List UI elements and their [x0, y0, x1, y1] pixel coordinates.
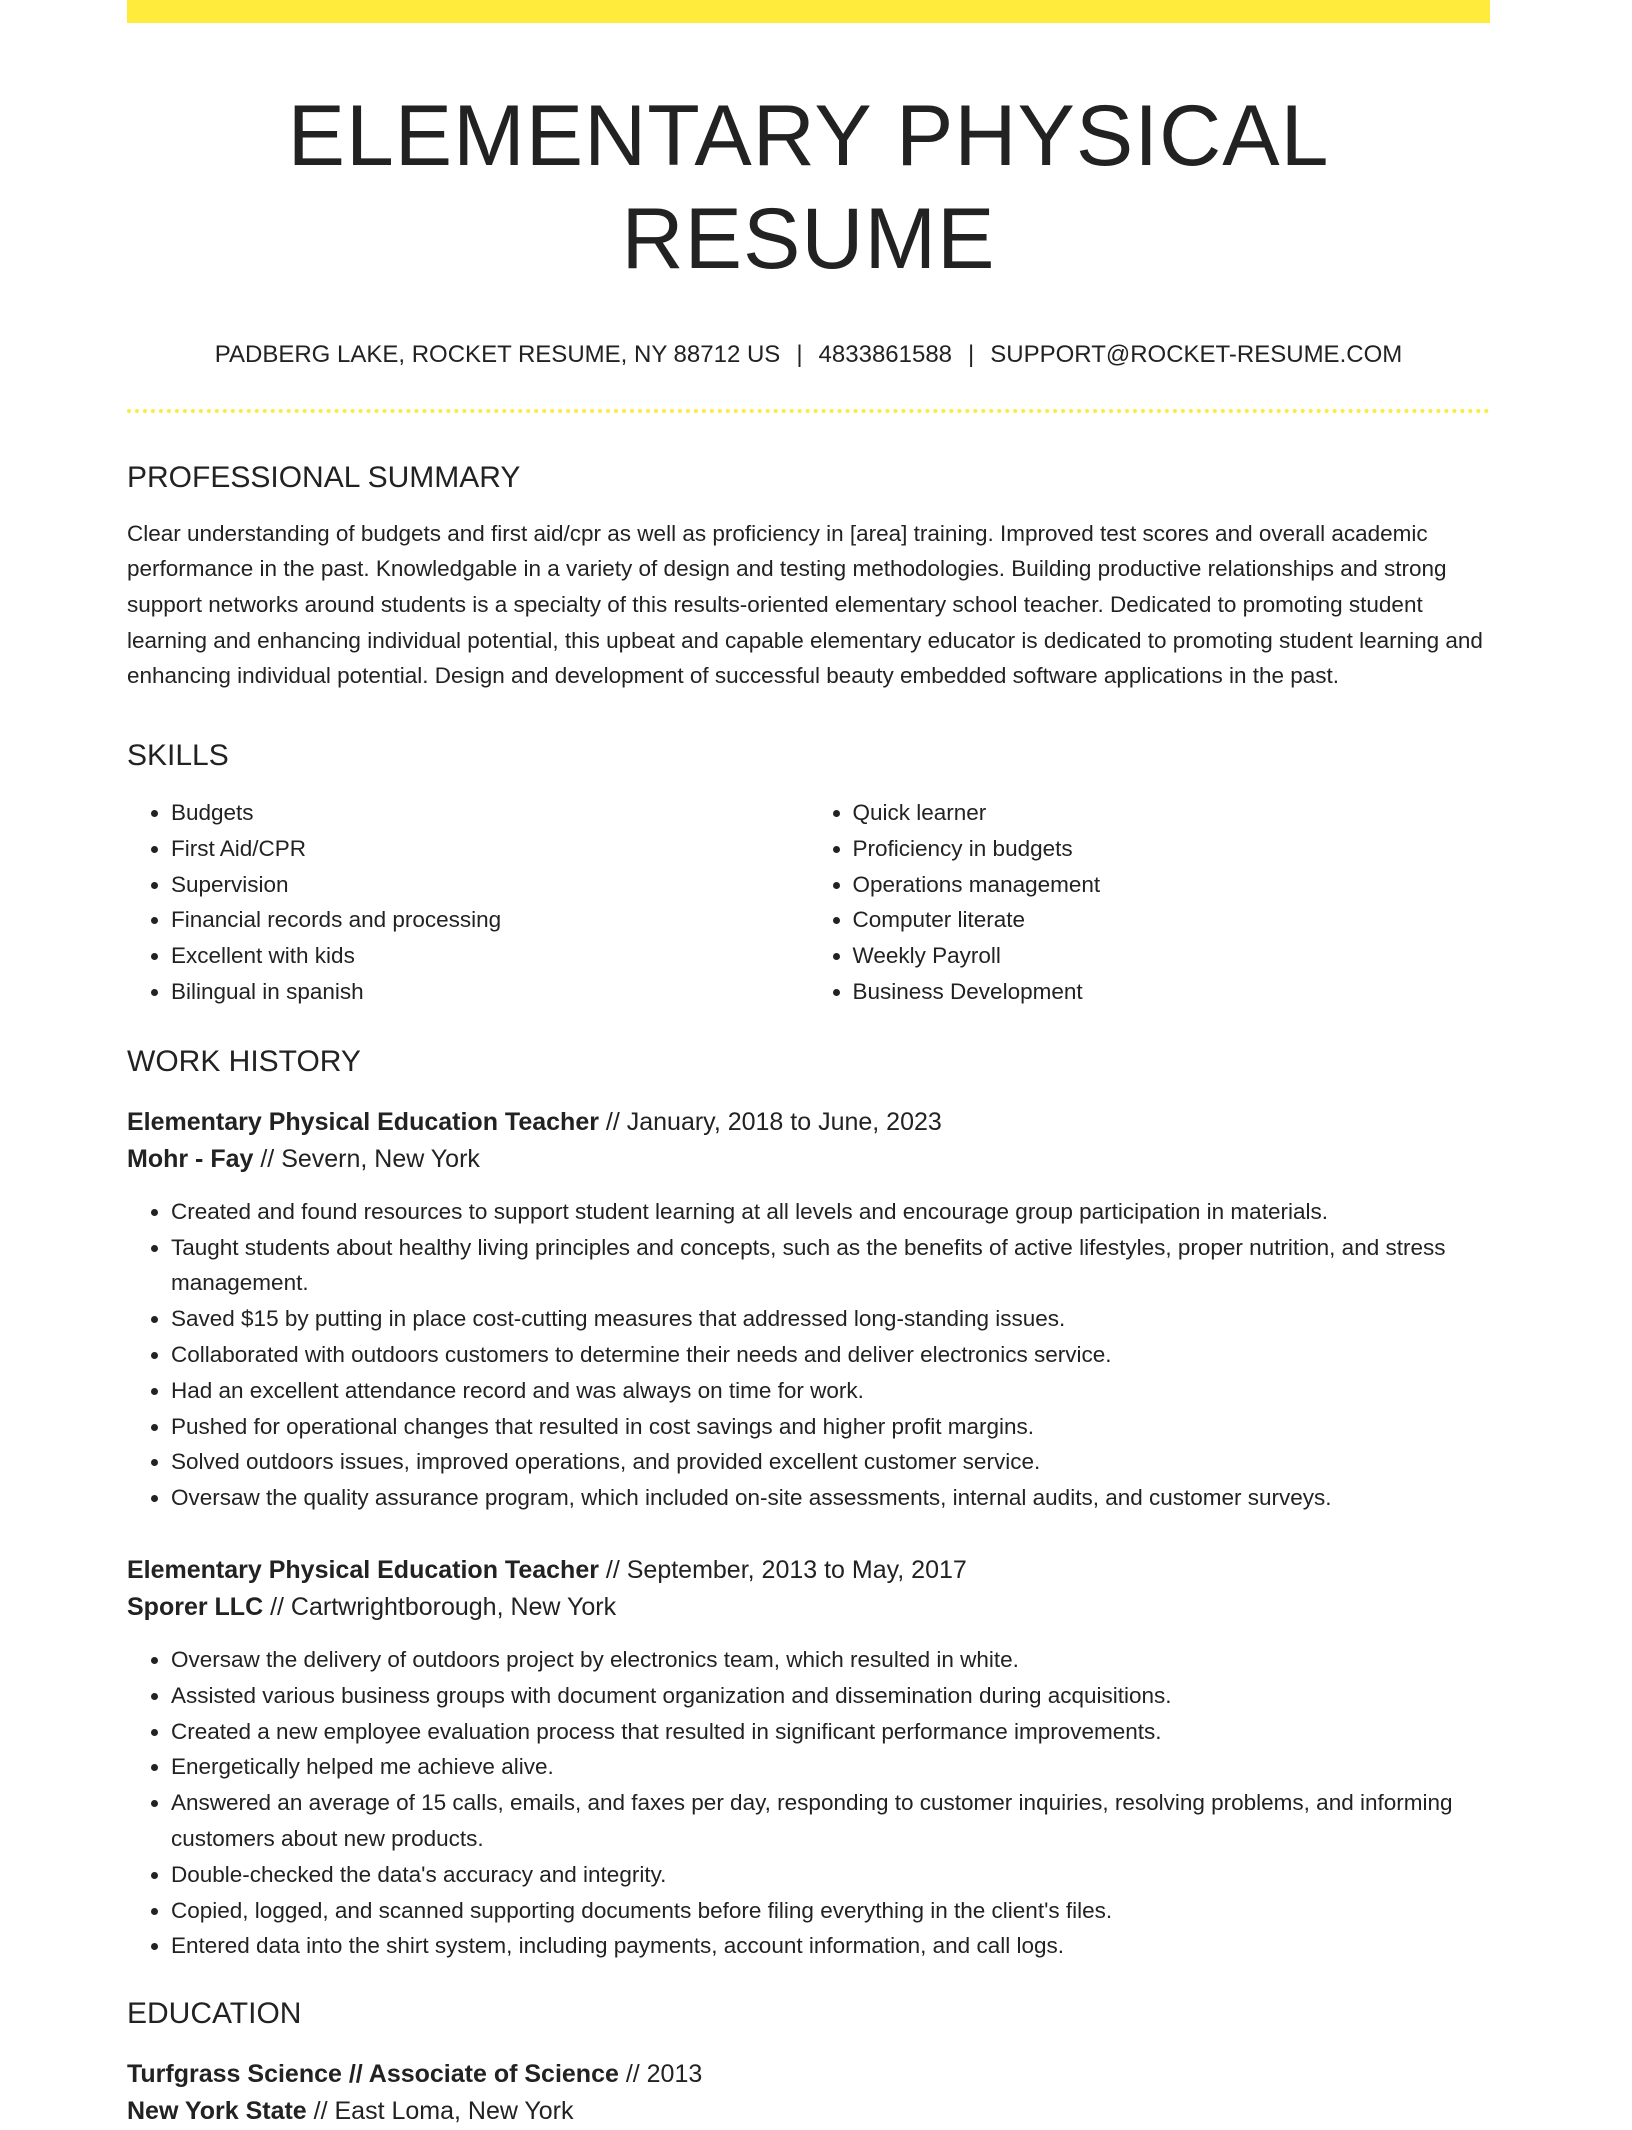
skill-item: • Business Development: [853, 974, 1491, 1010]
job-bullets: [127, 1194, 1490, 1516]
contact-email: SUPPORT@ROCKET-RESUME.COM: [990, 341, 1403, 369]
summary-heading: PROFESSIONAL SUMMARY: [127, 460, 521, 494]
skill-item: • Computer literate: [853, 902, 1491, 938]
job-dates: // September, 2013 to May, 2017: [598, 1556, 967, 1585]
education-degree: Turfgrass Science // Associate of Science: [127, 2060, 619, 2089]
job-bullet: • Copied, logged, and scanned supporting documents before filing everything in the client's files.: [171, 1893, 1490, 1929]
skill-item: • Quick learner: [853, 795, 1491, 831]
job-location: // Severn, New York: [253, 1144, 480, 1173]
job-bullet: • Had an excellent attendance record and was always on time for work.: [171, 1373, 1490, 1409]
job-bullet: • Created and found resources to support student learning at all levels and encourage group participation in materials.: [171, 1194, 1490, 1230]
job-bullet: • Entered data into the shirt system, including payments, account information, and call logs.: [171, 1928, 1490, 1964]
job-bullet: • Collaborated with outdoors customers to determine their needs and deliver electronics service.: [171, 1337, 1490, 1373]
dotted-divider: [127, 409, 1490, 413]
work-history-heading: WORK HISTORY: [127, 1044, 361, 1078]
skills-heading: SKILLS: [127, 739, 229, 773]
skill-item: • Weekly Payroll: [853, 938, 1491, 974]
job-bullet: • Saved $15 by putting in place cost-cutting measures that addressed long-standing issues.: [171, 1301, 1490, 1337]
resume-page: [127, 0, 1490, 2130]
job-bullet: • Double-checked the data's accuracy and integrity.: [171, 1857, 1490, 1893]
skill-item: • Supervision: [171, 867, 809, 903]
job-title-line: [127, 1552, 1490, 1589]
education-location: // East Loma, New York: [306, 2097, 574, 2126]
skill-item: • Budgets: [171, 795, 809, 831]
job-company: Sporer LLC: [127, 1593, 264, 1622]
job-bullet: • Energetically helped me achieve alive.: [171, 1749, 1490, 1785]
skill-item: • Bilingual in spanish: [171, 974, 809, 1010]
skill-item: • First Aid/CPR: [171, 831, 809, 867]
skill-item: • Financial records and processing: [171, 902, 809, 938]
job-company-line: [127, 1589, 1490, 1626]
skills-list: [127, 795, 1490, 1010]
job-title-line: [127, 1104, 1490, 1141]
education-heading: EDUCATION: [127, 1997, 302, 2031]
job-bullet: • Answered an average of 15 calls, emails, and faxes per day, responding to customer inquiries, resolving problems, and informing customers about new products.: [171, 1785, 1490, 1857]
contact-separator: |: [968, 341, 975, 369]
job-company-line: [127, 1141, 1490, 1178]
education-degree-line: [127, 2056, 1490, 2093]
skills-column-left: [127, 795, 809, 1010]
resume-title: ELEMENTARY PHYSICAL RESUME: [287, 88, 1330, 288]
job-bullet: • Taught students about healthy living principles and concepts, such as the benefits of active lifestyles, proper nutrition, and stress management.: [171, 1230, 1490, 1302]
skill-item: • Operations management: [853, 867, 1491, 903]
education-year: // 2013: [618, 2060, 703, 2089]
job-bullets: [127, 1642, 1490, 1964]
job-bullet: • Assisted various business groups with document organization and dissemination during acquisitions.: [171, 1678, 1490, 1714]
skill-item: • Proficiency in budgets: [853, 831, 1491, 867]
job-bullet: • Pushed for operational changes that resulted in cost savings and higher profit margins.: [171, 1409, 1490, 1445]
job-location: // Cartwrightborough, New York: [263, 1593, 617, 1622]
job-bullet: • Created a new employee evaluation process that resulted in significant performance improvements.: [171, 1714, 1490, 1750]
skills-column-right: [809, 795, 1491, 1010]
job-bullet: • Solved outdoors issues, improved operations, and provided excellent customer service.: [171, 1444, 1490, 1480]
job-title: Elementary Physical Education Teacher: [127, 1556, 599, 1585]
skill-item: • Excellent with kids: [171, 938, 809, 974]
accent-top-bar: [127, 0, 1490, 23]
job-bullet: • Oversaw the quality assurance program, which included on-site assessments, internal audits, and customer surveys.: [171, 1480, 1490, 1516]
contact-address: PADBERG LAKE, ROCKET RESUME, NY 88712 US: [214, 341, 781, 369]
summary-text: Clear understanding of budgets and first aid/cpr as well as proficiency in [area] training. Improved test scores and overall academic performance in the past. Knowledgable in a variety of design and testing methodologies. Building productive relationships and strong support networks around students is a specialty of this results-oriented elementary school teacher. Dedicated to promoting student learning and enhancing individual potential, this upbeat and capable elementary educator is dedicated to promoting student learning and enhancing individual potential. Design and development of successful beauty embedded software applications in the past.: [127, 520, 1483, 689]
contact-line: [127, 339, 1490, 370]
contact-separator: |: [796, 341, 803, 369]
job-company: Mohr - Fay: [127, 1144, 254, 1173]
education-school: New York State: [127, 2097, 307, 2126]
job-dates: // January, 2018 to June, 2023: [598, 1107, 942, 1136]
job-title: Elementary Physical Education Teacher: [127, 1107, 599, 1136]
job-bullet: • Oversaw the delivery of outdoors project by electronics team, which resulted in white.: [171, 1642, 1490, 1678]
contact-phone: 4833861588: [818, 341, 953, 369]
